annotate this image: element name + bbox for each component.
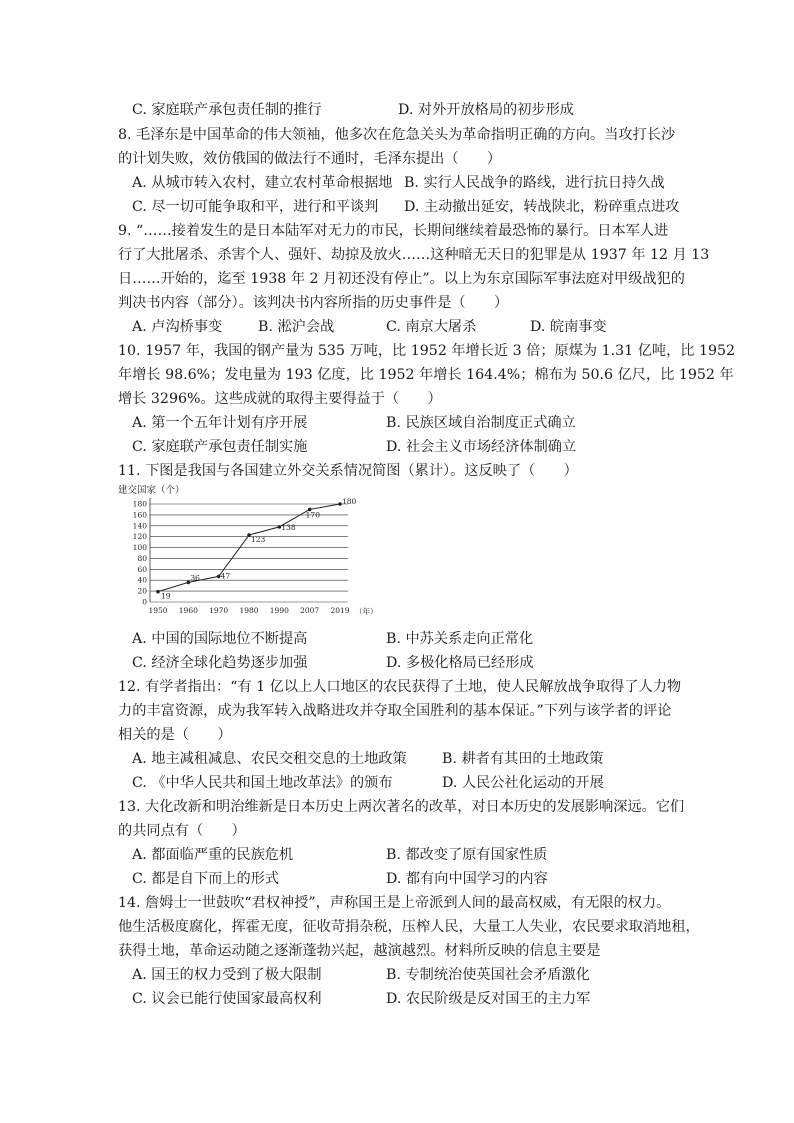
q14-stem-line3: 获得土地，革命运动随之逐渐蓬勃兴起，越演越烈。材料所反映的信息主要是 bbox=[118, 943, 601, 959]
q9-option-a: A. 卢沟桥事变 bbox=[132, 319, 223, 335]
q9-stem-line1: 9. “……接着发生的是日本陆军对无力的市民，长期间继续着最恐怖的暴行。日本军人进 bbox=[118, 223, 669, 239]
chart-data-label: 138 bbox=[281, 522, 296, 532]
q10-option-b: B. 民族区域自治制度正式确立 bbox=[386, 415, 576, 431]
q12-option-a: A. 地主减租减息、农民交租交息的土地政策 bbox=[132, 751, 407, 767]
q8-stem-line2: 的计划失败，效仿俄国的做法行不通时，毛泽东提出（ ） bbox=[118, 151, 502, 167]
q12-option-b: B. 耕者有其田的土地政策 bbox=[442, 751, 604, 767]
chart-data-labels bbox=[161, 497, 357, 601]
q8-option-d: D. 主动撤出延安，转战陕北，粉碎重点进攻 bbox=[404, 199, 680, 215]
q13-option-d: D. 都有向中国学习的内容 bbox=[386, 871, 548, 887]
q12-stem-line1: 12. 有学者指出：“有 1 亿以上人口地区的农民获得了土地，使人民解放战争取得了人力物 bbox=[118, 679, 682, 695]
q9-stem-line4: 判决书内容（部分）。该判决书内容所指的历史事件是（ ） bbox=[118, 295, 509, 311]
chart-y-tick-label: 120 bbox=[132, 532, 147, 542]
q13-option-c: C. 都是自下而上的形式 bbox=[132, 871, 280, 887]
q11-stem-line1: 11. 下图是我国与各国建立外交关系情况简图（累计）。这反映了（ ） bbox=[118, 463, 578, 479]
q9-stem-line3: 日……开始的，迄至 1938 年 2 月初还没有停止”。以上为东京国际军事法庭对甲级战犯的 bbox=[118, 271, 685, 287]
q11-option-c: C. 经济全球化趋势逐步加强 bbox=[132, 655, 308, 671]
q12-option-c: C. 《中华人民共和国土地改革法》的颁布 bbox=[132, 775, 393, 791]
q13-stem-line2: 的共同点有（ ） bbox=[118, 823, 246, 839]
q14-stem-line2: 他生活极度腐化，挥霍无度，征收苛捐杂税，压榨人民，大量工人失业，农民要求取消地租， bbox=[118, 919, 700, 935]
q11-option-d: D. 多极化格局已经形成 bbox=[386, 655, 534, 671]
q10-option-c: C. 家庭联产承包责任制实施 bbox=[132, 439, 308, 455]
q10-option-a: A. 第一个五年计划有序开展 bbox=[132, 415, 308, 431]
chart-x-tick-label: 1990 bbox=[269, 606, 289, 615]
chart-y-tick-label: 180 bbox=[132, 499, 147, 509]
chart-x-tick-label: 1970 bbox=[209, 606, 229, 615]
chart-y-axis-label: 建交国家（个） bbox=[118, 485, 185, 496]
diplomatic-relations-chart bbox=[118, 483, 388, 623]
chart-data-label: 19 bbox=[161, 591, 171, 601]
q9-option-b: B. 淞沪会战 bbox=[258, 319, 335, 335]
q9-stem-line2: 行了大批屠杀、杀害个人、强奸、劫掠及放火……这种暗无天日的犯罪是从 1937 年 12 月 13 bbox=[118, 247, 710, 263]
q9-option-d: D. 皖南事变 bbox=[530, 319, 607, 335]
chart-x-tick-label: 2019 bbox=[330, 606, 350, 615]
q7-option-d: D. 对外开放格局的初步形成 bbox=[398, 102, 574, 118]
chart-y-tick-label: 160 bbox=[132, 510, 147, 520]
q8-option-a: A. 从城市转入农村，建立农村革命根据地 bbox=[132, 175, 393, 191]
chart-x-tick-label: 1960 bbox=[178, 606, 198, 615]
q7-option-c: C. 家庭联产承包责任制的推行 bbox=[132, 102, 322, 118]
q14-option-c: C. 议会已能行使国家最高权利 bbox=[132, 991, 322, 1007]
chart-svg bbox=[118, 483, 388, 623]
q8-option-b: B. 实行人民战争的路线，进行抗日持久战 bbox=[404, 175, 665, 191]
q13-option-b: B. 都改变了原有国家性质 bbox=[386, 847, 548, 863]
q10-option-d: D. 社会主义市场经济体制确立 bbox=[386, 439, 577, 455]
q8-option-c: C. 尽一切可能争取和平，进行和平谈判 bbox=[132, 199, 379, 215]
q14-option-d: D. 农民阶级是反对国王的主力军 bbox=[386, 991, 591, 1007]
chart-data-label: 47 bbox=[220, 571, 231, 581]
chart-y-tick-label: 140 bbox=[132, 521, 147, 531]
chart-x-axis-label: （年） bbox=[355, 607, 378, 616]
chart-x-tick-label: 2007 bbox=[300, 606, 320, 615]
chart-y-ticks bbox=[133, 500, 148, 607]
chart-y-tick-label: 0 bbox=[142, 597, 147, 607]
chart-data-label: 170 bbox=[305, 510, 320, 520]
q10-stem-line3: 增长 3296%。这些成就的取得主要得益于（ ） bbox=[118, 391, 442, 407]
chart-x-tick-label: 1950 bbox=[148, 606, 168, 615]
chart-data-label: 123 bbox=[251, 535, 266, 545]
chart-x-ticks bbox=[148, 606, 349, 615]
chart-y-tick-label: 60 bbox=[137, 564, 147, 574]
q13-stem-line1: 13. 大化改新和明治维新是日本历史上两次著名的改革，对日本历史的发展影响深远。它们 bbox=[118, 799, 685, 815]
q14-option-b: B. 专制统治使英国社会矛盾激化 bbox=[386, 967, 590, 983]
q14-stem-line1: 14. 詹姆士一世鼓吹“君权神授”，声称国王是上帝派到人间的最高权威，有无限的权力。 bbox=[118, 895, 671, 911]
q10-stem-line1: 10. 1957 年，我国的钢产量为 535 万吨，比 1952 年增长近 3 倍；原煤为 1.31 亿吨，比 1952 bbox=[118, 343, 736, 359]
q13-option-a: A. 都面临严重的民族危机 bbox=[132, 847, 294, 863]
chart-point bbox=[156, 590, 160, 594]
chart-y-tick-label: 40 bbox=[137, 575, 147, 585]
chart-y-tick-label: 80 bbox=[137, 553, 147, 563]
chart-data-label: 36 bbox=[190, 573, 200, 583]
chart-y-tick-label: 20 bbox=[137, 586, 147, 596]
q11-option-a: A. 中国的国际地位不断提高 bbox=[132, 631, 308, 647]
q12-option-d: D. 人民公社化运动的开展 bbox=[442, 775, 604, 791]
chart-y-tick-label: 100 bbox=[132, 543, 147, 553]
q8-stem-line1: 8. 毛泽东是中国革命的伟大领袖，他多次在危急关头为革命指明正确的方向。当攻打长沙 bbox=[118, 127, 676, 143]
q14-option-a: A. 国王的权力受到了极大限制 bbox=[132, 967, 322, 983]
q9-option-c: C. 南京大屠杀 bbox=[386, 319, 477, 335]
q10-stem-line2: 年增长 98.6%；发电量为 193 亿度，比 1952 年增长 164.4%；棉布为 50.6 亿尺，比 1952 年 bbox=[118, 367, 734, 383]
q12-stem-line3: 相关的是（ ） bbox=[118, 727, 232, 743]
q12-stem-line2: 力的丰富资源，成为我军转入战略进攻并夺取全国胜利的基本保证。”下列与该学者的评论 bbox=[118, 703, 672, 719]
chart-data-label: 180 bbox=[342, 497, 357, 506]
chart-x-tick-label: 1980 bbox=[239, 606, 259, 615]
q11-option-b: B. 中苏关系走向正常化 bbox=[386, 631, 534, 647]
